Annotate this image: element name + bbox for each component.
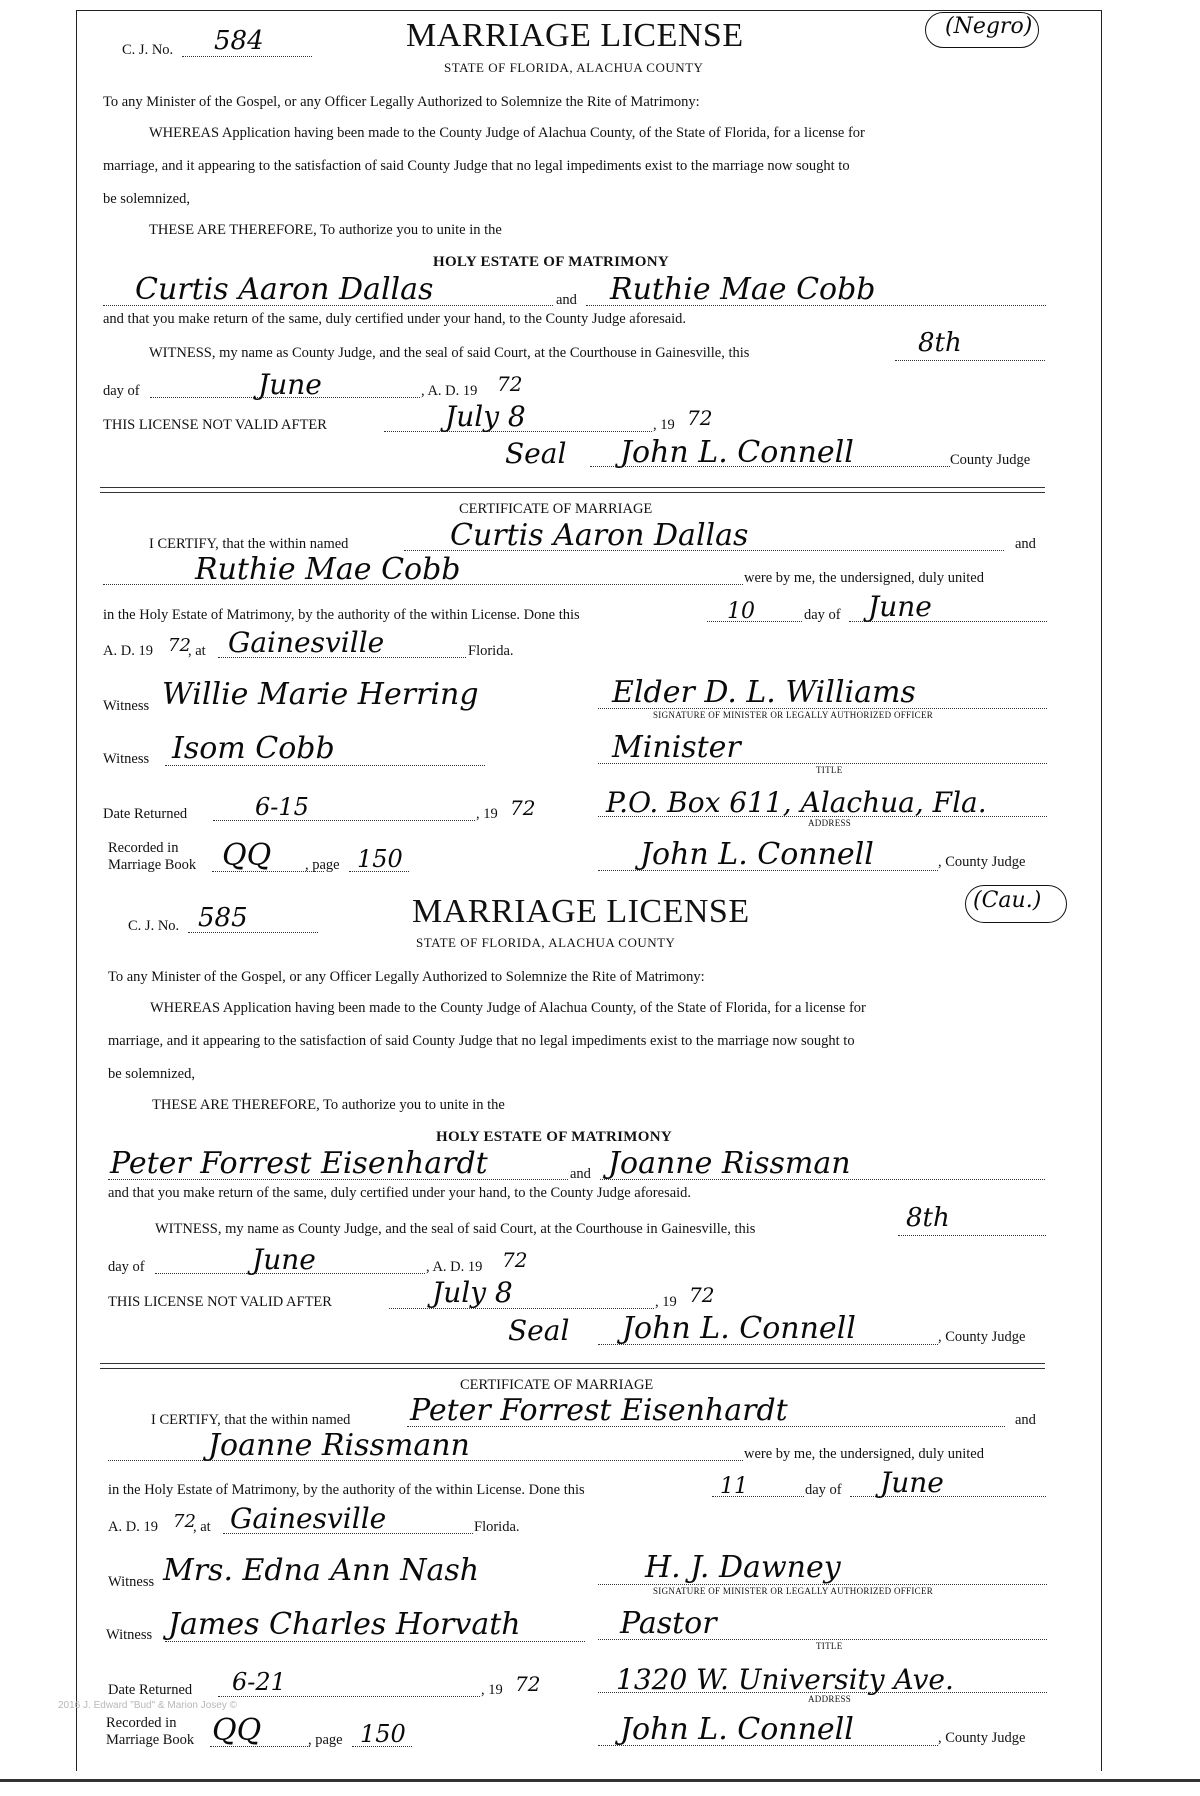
at-label-2: , at xyxy=(193,1519,211,1535)
done-year: 72 xyxy=(168,635,191,656)
license-title-2: MARRIAGE LICENSE xyxy=(412,893,750,930)
cert-day-of-2: day of xyxy=(805,1482,842,1498)
county-judge-label: County Judge xyxy=(950,452,1031,468)
cert-county-judge-2: , County Judge xyxy=(938,1730,1026,1746)
certify-label-2: I CERTIFY, that the within named xyxy=(151,1412,351,1428)
holy-line-2: in the Holy Estate of Matrimony, by the authority of the within License. Done this xyxy=(108,1482,585,1498)
book-value: QQ xyxy=(222,838,272,873)
place-2: Gainesville xyxy=(230,1502,387,1535)
officer-caption: SIGNATURE OF MINISTER OR LEGALLY AUTHORIZED OFFICER xyxy=(653,710,934,720)
cj-no-line xyxy=(182,56,312,57)
divider-rule-2 xyxy=(100,1363,1045,1369)
whereas-line-1: WHEREAS Application having been made to the County Judge of Alachua County, of the State of Florida, for a license for xyxy=(149,125,865,141)
cert-judge-line-2 xyxy=(598,1745,938,1746)
page-label: , page xyxy=(305,857,340,873)
place: Gainesville xyxy=(228,626,385,659)
expiry-line-2 xyxy=(389,1308,654,1309)
issue-month-2: June xyxy=(252,1243,316,1276)
bride-name: Ruthie Mae Cobb xyxy=(610,272,876,307)
done-month: June xyxy=(868,590,932,623)
cert-judge-signature-2: John L. Connell xyxy=(620,1712,854,1747)
issue-year: 72 xyxy=(497,372,523,396)
license-subtitle-2: STATE OF FLORIDA, ALACHUA COUNTY xyxy=(416,935,676,950)
done-day: 10 xyxy=(727,599,755,624)
expiry-date-2: July 8 xyxy=(432,1276,513,1309)
officer-address: P.O. Box 611, Alachua, Fla. xyxy=(606,786,987,819)
issue-year-2: 72 xyxy=(502,1248,528,1272)
and-word: and xyxy=(556,292,577,308)
issue-day: 8th xyxy=(918,328,962,358)
cert-county-judge: , County Judge xyxy=(938,854,1026,870)
groom-name-2: Peter Forrest Eisenhardt xyxy=(110,1146,488,1181)
recorded-label-1: Recorded in xyxy=(108,840,179,856)
return-year-label: , 19 xyxy=(476,806,498,822)
witness-1: Willie Marie Herring xyxy=(162,677,479,712)
witness-label-1-2: Witness xyxy=(108,1574,155,1590)
holy-line: in the Holy Estate of Matrimony, by the authority of the within License. Done this xyxy=(103,607,580,623)
bottom-rule xyxy=(0,1779,1200,1782)
issue-month: June xyxy=(258,368,322,401)
witness-line: WITNESS, my name as County Judge, and the seal of said Court, at the Courthouse in Gainesville, this xyxy=(149,345,750,361)
officer-signature-line-2 xyxy=(598,1584,1047,1585)
cj-label: C. J. No. xyxy=(122,42,174,58)
united-label: were by me, the undersigned, duly united xyxy=(744,570,984,586)
whereas-line-2-2: marriage, and it appearing to the satisfaction of said County Judge that no legal impediments exist to the marriage now sought to xyxy=(108,1033,855,1049)
return-year-2: 72 xyxy=(515,1672,541,1696)
witness-2-2: James Charles Horvath xyxy=(168,1607,521,1642)
return-line-2: and that you make return of the same, duly certified under your hand, to the County Judge aforesaid. xyxy=(108,1185,692,1201)
race-note: (Negro) xyxy=(945,14,1033,39)
cert-ad-label-2: A. D. 19 xyxy=(108,1519,158,1535)
cert-and-word: and xyxy=(1015,536,1036,552)
bride-name-2: Joanne Rissman xyxy=(608,1146,851,1181)
witness-label-2: Witness xyxy=(103,751,150,767)
florida-label: Florida. xyxy=(468,643,514,659)
date-returned-line-2 xyxy=(218,1696,480,1697)
officer-signature-2: H. J. Dawney xyxy=(645,1550,841,1585)
certificate-title: CERTIFICATE OF MARRIAGE xyxy=(459,501,653,517)
cert-and-word-2: and xyxy=(1015,1412,1036,1428)
and-word-2: and xyxy=(570,1166,591,1182)
certificate-title-2: CERTIFICATE OF MARRIAGE xyxy=(460,1377,654,1393)
whereas-line-3-2: be solemnized, xyxy=(108,1066,195,1082)
judge-signature: John L. Connell xyxy=(620,435,854,470)
expiry-date: July 8 xyxy=(445,400,526,433)
page-label-2: , page xyxy=(308,1732,343,1748)
county-judge-label-2: , County Judge xyxy=(938,1329,1026,1345)
cert-ad-label: A. D. 19 xyxy=(103,643,153,659)
witness-line-2: WITNESS, my name as County Judge, and the seal of said Court, at the Courthouse in Gainesville, this xyxy=(155,1221,756,1237)
therefore-line-2: THESE ARE THEREFORE, To authorize you to unite in the xyxy=(152,1097,505,1113)
officer-title-line-2 xyxy=(598,1639,1047,1640)
address-caption-2: ADDRESS xyxy=(808,1694,852,1704)
title-caption-2: TITLE xyxy=(816,1641,843,1651)
date-returned: 6-15 xyxy=(255,793,309,821)
date-returned-line xyxy=(213,820,475,821)
at-label: , at xyxy=(188,643,206,659)
florida-label-2: Florida. xyxy=(474,1519,520,1535)
issue-day-line xyxy=(895,360,1045,361)
expiry-year: 72 xyxy=(687,406,713,430)
done-year-2: 72 xyxy=(173,1511,196,1532)
officer-caption-2: SIGNATURE OF MINISTER OR LEGALLY AUTHORIZED OFFICER xyxy=(653,1586,934,1596)
therefore-line: THESE ARE THEREFORE, To authorize you to unite in the xyxy=(149,222,502,238)
ad-label-2: , A. D. 19 xyxy=(426,1259,483,1275)
recorded-label-2-2: Marriage Book xyxy=(106,1732,195,1748)
holy-estate-heading-2: HOLY ESTATE OF MATRIMONY xyxy=(436,1129,672,1145)
copyright-watermark: 2016 J. Edward "Bud" & Marion Josey © xyxy=(58,1700,237,1711)
ad-label: , A. D. 19 xyxy=(421,383,478,399)
cert-bride-name: Ruthie Mae Cobb xyxy=(195,552,461,587)
officer-title-line xyxy=(598,763,1047,764)
witness-label-2-2: Witness xyxy=(106,1627,153,1643)
return-line: and that you make return of the same, duly certified under your hand, to the County Judge aforesaid. xyxy=(103,311,687,327)
seal-mark: Seal xyxy=(505,437,567,470)
officer-signature: Elder D. L. Williams xyxy=(612,675,916,710)
race-note-2: (Cau.) xyxy=(973,888,1042,913)
judge-signature-2: John L. Connell xyxy=(622,1311,856,1346)
license-subtitle: STATE OF FLORIDA, ALACHUA COUNTY xyxy=(444,60,704,75)
officer-address-line-2 xyxy=(598,1692,1047,1693)
seal-mark-2: Seal xyxy=(508,1314,570,1347)
whereas-line-3: be solemnized, xyxy=(103,191,190,207)
issue-day-2: 8th xyxy=(906,1203,950,1233)
expiry-year-2: 72 xyxy=(689,1283,715,1307)
license-title: MARRIAGE LICENSE xyxy=(406,17,744,54)
cert-groom-name-2: Peter Forrest Eisenhardt xyxy=(410,1393,788,1428)
address-caption: ADDRESS xyxy=(808,818,852,828)
done-month-2: June xyxy=(880,1466,944,1499)
whereas-line-1-2: WHEREAS Application having been made to the County Judge of Alachua County, of the State of Florida, for a license for xyxy=(150,1000,866,1016)
cert-judge-signature: John L. Connell xyxy=(640,837,874,872)
judge-line-2 xyxy=(598,1344,938,1345)
not-valid-label-2: THIS LICENSE NOT VALID AFTER xyxy=(108,1294,332,1310)
holy-estate-heading: HOLY ESTATE OF MATRIMONY xyxy=(433,254,669,270)
not-valid-label: THIS LICENSE NOT VALID AFTER xyxy=(103,417,327,433)
officer-title-2: Pastor xyxy=(620,1606,717,1641)
recorded-label-2: Marriage Book xyxy=(108,857,197,873)
expiry-year-label-2: , 19 xyxy=(655,1294,677,1310)
cj-number-2: 585 xyxy=(198,903,248,933)
return-year: 72 xyxy=(510,796,536,820)
officer-address-2: 1320 W. University Ave. xyxy=(616,1663,954,1696)
day-of-label-2: day of xyxy=(108,1259,145,1275)
date-returned-label-2: Date Returned xyxy=(108,1682,193,1698)
cj-number: 584 xyxy=(214,26,264,56)
title-caption: TITLE xyxy=(816,765,843,775)
witness-2: Isom Cobb xyxy=(172,731,335,766)
address-line: To any Minister of the Gospel, or any Officer Legally Authorized to Solemnize the Rite of Matrimony: xyxy=(103,94,700,110)
done-day-2: 11 xyxy=(720,1474,748,1499)
officer-address-line xyxy=(598,816,1047,817)
whereas-line-2: marriage, and it appearing to the satisfaction of said County Judge that no legal impediments exist to the marriage now sought to xyxy=(103,158,850,174)
united-label-2: were by me, the undersigned, duly united xyxy=(744,1446,984,1462)
issue-day-line-2 xyxy=(898,1235,1046,1236)
cert-bride-name-2: Joanne Rissmann xyxy=(208,1428,470,1463)
book-value-2: QQ xyxy=(212,1713,262,1748)
officer-signature-line xyxy=(598,708,1047,709)
cert-groom-name: Curtis Aaron Dallas xyxy=(450,518,749,553)
cert-judge-line xyxy=(598,870,938,871)
groom-name: Curtis Aaron Dallas xyxy=(135,272,434,307)
address-line-2: To any Minister of the Gospel, or any Officer Legally Authorized to Solemnize the Rite of Matrimony: xyxy=(108,969,705,985)
witness-1-2: Mrs. Edna Ann Nash xyxy=(163,1553,480,1588)
recorded-label-1-2: Recorded in xyxy=(106,1715,177,1731)
cj-label-2: C. J. No. xyxy=(128,918,180,934)
divider-rule xyxy=(100,487,1045,493)
expiry-year-label: , 19 xyxy=(653,417,675,433)
judge-line xyxy=(590,466,950,467)
page-value: 150 xyxy=(357,845,403,873)
date-returned-label: Date Returned xyxy=(103,806,188,822)
page-value-2: 150 xyxy=(360,1720,406,1748)
day-of-label: day of xyxy=(103,383,140,399)
officer-title: Minister xyxy=(612,730,741,765)
certify-label: I CERTIFY, that the within named xyxy=(149,536,349,552)
return-year-label-2: , 19 xyxy=(481,1682,503,1698)
cert-day-of: day of xyxy=(804,607,841,623)
witness-label-1: Witness xyxy=(103,698,150,714)
date-returned-2: 6-21 xyxy=(232,1668,286,1696)
